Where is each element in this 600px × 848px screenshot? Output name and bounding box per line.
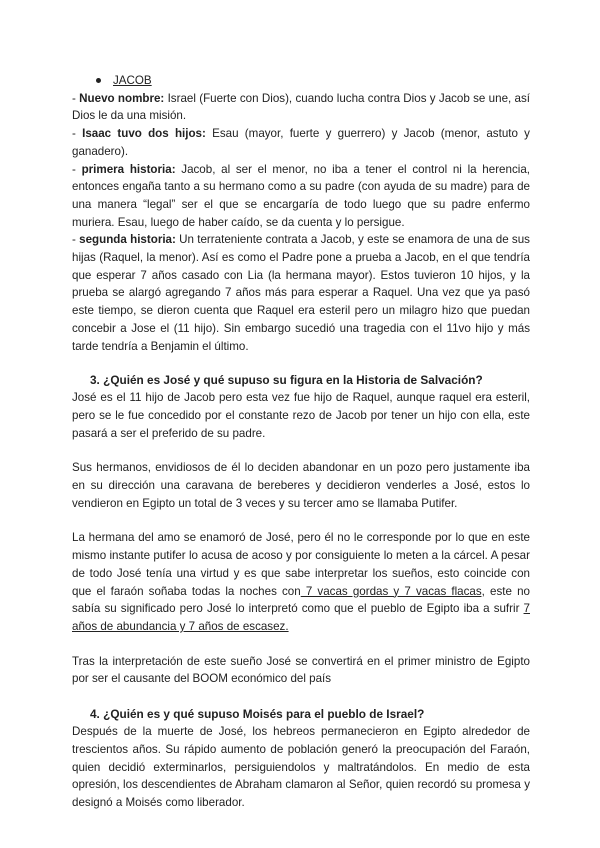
text: este no sabía su significado pero José lo interpretó como que el pueblo de Egipto iba a sufrir [72,584,530,616]
term-dos-hijos: Isaac tuvo dos hijos: [82,127,206,141]
dash: - [72,233,80,247]
term-primera-historia: primera historia: [81,162,176,176]
paragraph-jose-2: Sus hermanos, envidiosos de él lo deciden abandonar en un pozo pero justamente iba en su dirección una caravana de bereberes y decidieron venderles a José, estos lo vendieron en Egipto un total de 3 veces y su tercer amo se llamaba Putifer. [72,461,530,510]
dash: - [72,127,83,141]
paragraph-jose-4: Tras la interpretación de este sueño José se convertirá en el primer ministro de Egipto por ser el causante del BOOM económico del país [72,654,530,686]
paragraph-dos-hijos [72,125,530,160]
text: Israel (Fuerte con Dios), cuando lucha contra Dios y Jacob se une, así Dios le da una misión. [72,91,530,123]
bullet-dot-icon [96,78,101,83]
paragraph-nuevo-nombre [72,90,530,125]
paragraph-jose-3 [72,529,530,635]
paragraph-jose-1: José es el 11 hijo de Jacob pero esta vez fue hijo de Raquel, aunque raquel era esteril, pero se le fue concedido por el constante rezo de Jacob por tener un hijo con ella, este pasará a ser el preferido de su padre. [72,391,530,440]
paragraph-primera-historia [72,161,530,232]
text: La hermana del amo se enamoró de José, pero él no le corresponde por lo que en este mismo instante putifer lo acusa de acoso y por consiguiente lo meten a la cárcel. A pesar de todo José tenía una virtud y es que sabe interpretar los sueños, esto coincide con que el faraón soñaba todas la noches con [72,531,530,598]
question-3-heading: 3. ¿Quién es José y qué supuso su figura en la Historia de Salvación? [90,373,483,388]
bullet-label: JACOB [113,74,152,87]
underlined-vacas: 7 vacas gordas y 7 vacas flacas, [300,584,485,598]
dash: - [72,91,80,105]
term-nuevo-nombre: Nuevo nombre: [79,91,165,105]
text: Un terrateniente contrata a Jacob, y este se enamora de una de sus hijas (Raquel, la menor). Así es como el Padre pone a prueba a Jacob, en el que tendría que esperar 7 años casado con Lia (la hermana mayor). Estos tuvieron 10 hijos, y la prueba se alargó agregando 7 años más para esperar a Raquel. Una vez que ya pasó este tiempo, se dieron cuenta que Raquel era esteril pero un milagro hizo que puedan concebir a Jose el (11 hijo). Sin embargo sucedió una tragedia con el 11vo hijo y más tarde tendría a Benjamin el último. [72,233,530,353]
text: Jacob, al ser el menor, no iba a tener el control ni la herencia, entonces engaña tanto a su hermano como a su padre (con ayuda de su madre) para de una manera “legal” ser el que se encargaría de todo luego que su padre enfermo muriera. Esau, luego de haber caído, se da cuenta y lo persigue. [72,162,530,229]
bullet-item-jacob [96,72,530,90]
paragraph-moises: Después de la muerte de José, los hebreos permanecieron en Egipto alrededor de trescientos años. Su rápido aumento de población generó la preocupación del Faraón, quien decidió exterminarlos, persiguiendolos y maltratándolos. En medio de esta opresión, los descendientes de Abraham clamaron al Señor, quien recordó su promesa y designó a Moisés como liberador. [72,725,530,809]
term-segunda-historia: segunda historia: [79,233,176,247]
dash: - [72,162,82,176]
paragraph-segunda-historia [72,231,530,355]
text: Esau (mayor, fuerte y guerrero) y Jacob (menor, astuto y ganadero). [72,127,530,158]
document-page [72,72,530,812]
question-4-heading: 4. ¿Quién es y qué supuso Moisés para el pueblo de Israel? [90,707,425,722]
underlined-anos: 7 años de abundancia y 7 años de escasez. [72,602,530,633]
